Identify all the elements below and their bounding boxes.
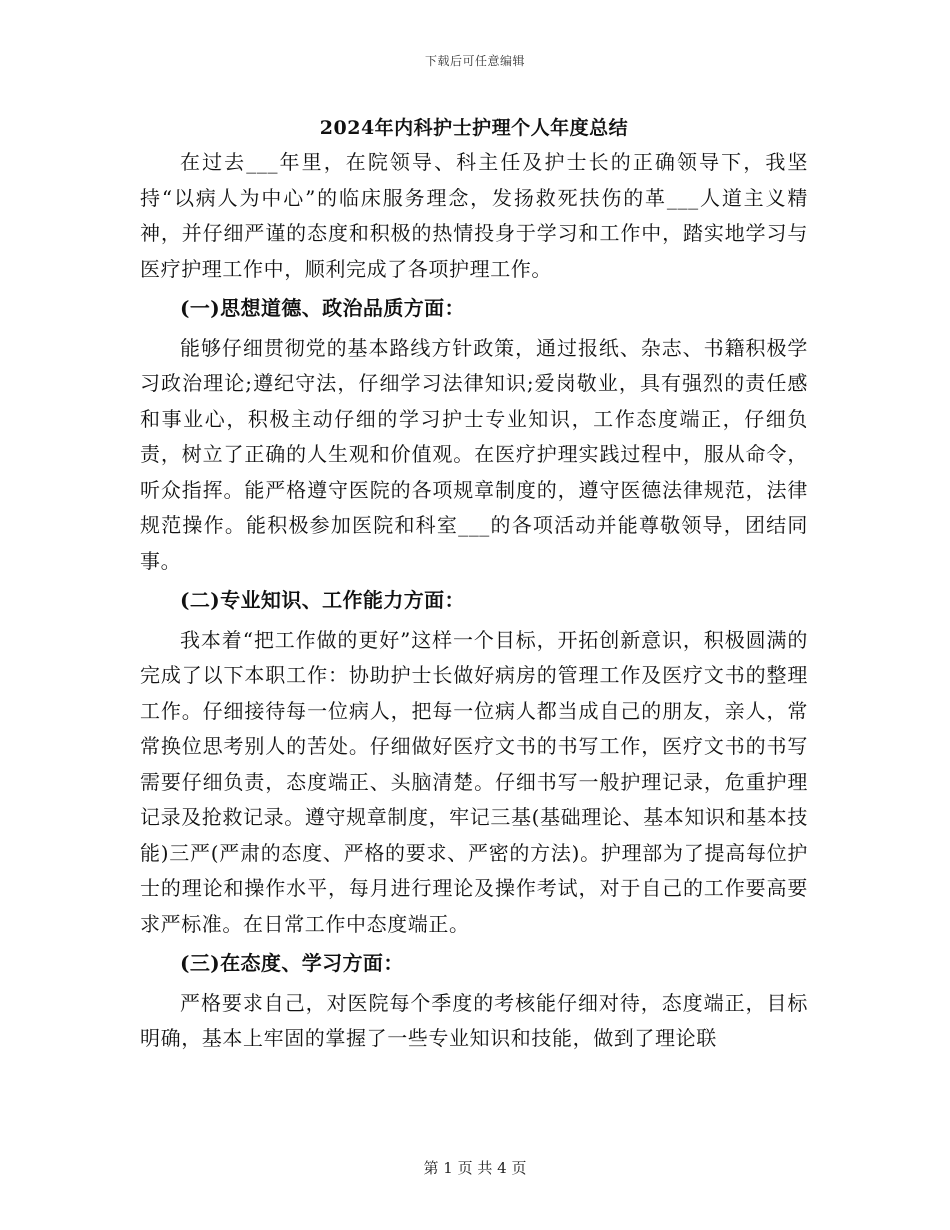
section-heading-1: (一)思想道德、政治品质方面：	[180, 296, 465, 320]
page-number: 第 1 页 共 4 页	[423, 1159, 527, 1177]
section-body-1: 能够仔细贯彻党的基本路线方针政策，通过报纸、杂志、书籍积极学习政治理论;遵纪守法，仔细学习法律知识;爱岗敬业，具有强烈的责任感和事业心，积极主动仔细的学习护士专业知识，工作态度端正，仔细负责，树立了正确的人生观和价值观。在医疗护理实践过程中，服从命令，听众指挥。能严格遵守医院的各项规章制度的，遵守医德法律规范，法律规范操作。能积极参加医院和科室___的各项活动并能尊敬领导，团结同事。	[140, 335, 808, 573]
section-heading-2: (二)专业知识、工作能力方面：	[180, 588, 465, 612]
document-body	[140, 113, 808, 1057]
section-body-3: 严格要求自己，对医院每个季度的考核能仔细对待，态度端正，目标明确，基本上牢固的掌握了一些专业知识和技能，做到了理论联	[140, 990, 808, 1050]
section-heading-3: (三)在态度、学习方面：	[180, 951, 404, 975]
document-title: 2024年内科护士护理个人年度总结	[319, 117, 629, 139]
intro-paragraph: 在过去___年里，在院领导、科主任及护士长的正确领导下，我坚持“以病人为中心”的临床服务理念，发扬救死扶伤的革___人道主义精神，并仔细严谨的态度和积极的热情投身于学习和工作中，踏实地学习与医疗护理工作中，顺利完成了各项护理工作。	[140, 150, 808, 281]
header-note: 下载后可任意编辑	[424, 54, 525, 68]
section-body-2: 我本着“把工作做的更好”这样一个目标，开拓创新意识，积极圆满的完成了以下本职工作：协助护士长做好病房的管理工作及医疗文书的整理工作。仔细接待每一位病人，把每一位病人都当成自己的朋友，亲人，常常换位思考别人的苦处。仔细做好医疗文书的书写工作，医疗文书的书写需要仔细负责，态度端正、头脑清楚。仔细书写一般护理记录，危重护理记录及抢救记录。遵守规章制度，牢记三基(基础理论、基本知识和基本技能)三严(严肃的态度、严格的要求、严密的方法)。护理部为了提高每位护士的理论和操作水平，每月进行理论及操作考试，对于自己的工作要高要求严标准。在日常工作中态度端正。	[140, 627, 808, 936]
